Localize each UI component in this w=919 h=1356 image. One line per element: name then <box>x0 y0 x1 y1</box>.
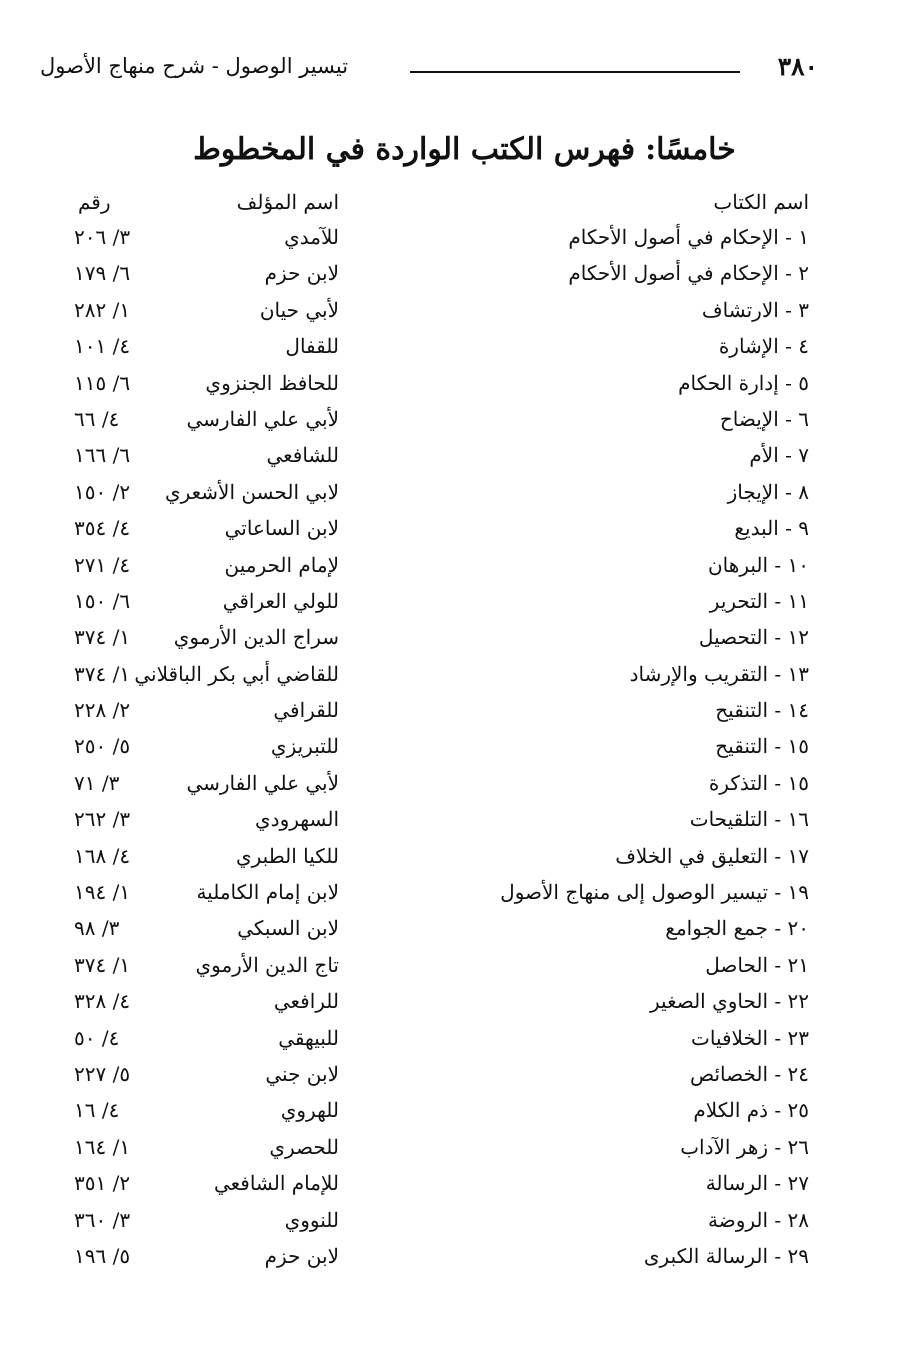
book-name: ٦ - الإيضاح <box>719 406 809 431</box>
table-row <box>0 1062 919 1098</box>
volume-page-ref: ٤/ ٥٠ <box>74 1025 120 1050</box>
table-row <box>0 1244 919 1280</box>
table-row <box>0 261 919 297</box>
book-name: ٢٤ - الخصائص <box>689 1061 809 1086</box>
table-row <box>0 989 919 1025</box>
table-row <box>0 880 919 916</box>
author-name: لابن إمام الكاملية <box>196 880 339 905</box>
author-name: للولي العراقي <box>222 588 339 613</box>
author-name: للرافعي <box>273 989 339 1014</box>
author-name: لابن حزم <box>264 1243 339 1268</box>
volume-page-ref: ١/ ٣٧٤ <box>74 661 131 686</box>
table-row <box>0 480 919 516</box>
book-name: ١١ - التحرير <box>709 588 809 613</box>
volume-page-ref: ١/ ١٦٤ <box>74 1134 131 1159</box>
book-name: ١٦ - التلقيحات <box>689 807 809 832</box>
book-name: ١٧ - التعليق في الخلاف <box>615 843 809 868</box>
author-name: سراج الدين الأرموي <box>173 625 339 650</box>
author-name: للبيهقي <box>278 1025 339 1050</box>
table-row <box>0 1135 919 1171</box>
author-name: لأبي علي الفارسي <box>186 770 339 795</box>
author-name: للإمام الشافعي <box>213 1171 339 1196</box>
book-name: ٩ - البديع <box>734 516 809 541</box>
author-name: السهرودي <box>255 807 339 832</box>
book-name: ٣ - الارتشاف <box>701 297 809 322</box>
author-name: لابن حزم <box>264 261 339 286</box>
author-name: للآمدي <box>284 225 339 249</box>
section-heading <box>0 132 919 167</box>
volume-page-ref: ٦/ ١١٥ <box>74 370 131 395</box>
page-number: ٣٨٠ <box>777 52 818 81</box>
volume-page-ref: ١/ ١٩٤ <box>74 880 131 905</box>
table-row <box>0 334 919 370</box>
table-row <box>0 807 919 843</box>
book-name: ٢٩ - الرسالة الكبرى <box>643 1243 809 1268</box>
table-row <box>0 1026 919 1062</box>
volume-page-ref: ٣/ ٧١ <box>74 770 120 795</box>
volume-page-ref: ٦/ ١٦٦ <box>74 443 131 468</box>
table-row <box>0 953 919 989</box>
book-name: ٢٨ - الروضة <box>707 1207 809 1232</box>
author-name: للحصري <box>269 1134 339 1159</box>
table-row <box>0 225 919 261</box>
volume-page-ref: ٤/ ٢٧١ <box>74 552 131 577</box>
book-name: ٤ - الإشارة <box>718 334 809 359</box>
table-row <box>0 844 919 880</box>
book-name: ١٩ - تيسير الوصول إلى منهاج الأصول <box>500 880 809 905</box>
book-name: ١ - الإحكام في أصول الأحكام <box>568 225 809 249</box>
author-name: لإمام الحرمين <box>224 552 339 577</box>
running-header <box>40 52 818 92</box>
book-name: ٢٥ - ذم الكلام <box>693 1098 809 1123</box>
volume-page-ref: ٣/ ٢٦٢ <box>74 807 131 832</box>
table-row <box>0 371 919 407</box>
volume-page-ref: ٣/ ٩٨ <box>74 916 120 941</box>
book-name: ٢ - الإحكام في أصول الأحكام <box>568 261 809 286</box>
author-name: تاج الدين الأرموي <box>195 952 339 977</box>
volume-page-ref: ٤/ ١٠١ <box>74 334 131 359</box>
author-name: للقفال <box>285 334 339 359</box>
volume-page-ref: ٢/ ١٥٠ <box>74 479 131 504</box>
author-name: للهروي <box>280 1098 339 1123</box>
volume-page-ref: ٦/ ١٥٠ <box>74 588 131 613</box>
table-row <box>0 516 919 552</box>
author-name: لابي الحسن الأشعري <box>164 479 339 504</box>
header-rule <box>410 71 740 73</box>
author-name: للشافعي <box>266 443 339 468</box>
book-name: ٢٣ - الخلافيات <box>691 1025 809 1050</box>
table-row <box>0 734 919 770</box>
author-name: لابن الساعاتي <box>224 516 339 541</box>
book-name: ١٢ - التحصيل <box>698 625 809 650</box>
volume-page-ref: ٥/ ١٩٦ <box>74 1243 131 1268</box>
volume-page-ref: ٤/ ٣٥٤ <box>74 516 131 541</box>
table-row <box>0 553 919 589</box>
author-name: للنووي <box>284 1207 339 1232</box>
volume-page-ref: ٣/ ٣٦٠ <box>74 1207 131 1232</box>
volume-page-ref: ٣/ ٢٠٦ <box>74 225 131 249</box>
table-row <box>0 1098 919 1134</box>
table-row <box>0 698 919 734</box>
author-name: لابن السبكي <box>237 916 339 941</box>
table-row <box>0 625 919 661</box>
book-name: ١٤ - التنقيح <box>715 698 809 723</box>
book-name: ١٣ - التقريب والإرشاد <box>629 661 809 686</box>
table-row <box>0 443 919 479</box>
running-book-title: تيسير الوصول - شرح منهاج الأصول <box>40 54 349 78</box>
author-name: لأبي علي الفارسي <box>186 406 339 431</box>
book-name: ٢٧ - الرسالة <box>705 1171 809 1196</box>
volume-page-ref: ٢/ ٣٥١ <box>74 1171 131 1196</box>
volume-page-ref: ٢/ ٢٢٨ <box>74 698 131 723</box>
column-header-book: اسم الكتاب <box>713 190 809 214</box>
book-name: ١٥ - التنقيح <box>715 734 809 759</box>
author-name: للقاضي أبي بكر الباقلاني <box>134 661 339 686</box>
author-name: لأبي حيان <box>259 297 339 322</box>
volume-page-ref: ٥/ ٢٢٧ <box>74 1061 131 1086</box>
table-row <box>0 1208 919 1244</box>
volume-page-ref: ٥/ ٢٥٠ <box>74 734 131 759</box>
table-row <box>0 407 919 443</box>
volume-page-ref: ١/ ٣٧٤ <box>74 952 131 977</box>
volume-page-ref: ٤/ ١٦٨ <box>74 843 131 868</box>
table-row <box>0 589 919 625</box>
table-row <box>0 916 919 952</box>
author-name: لابن جني <box>265 1061 339 1086</box>
book-name: ٢١ - الحاصل <box>705 952 809 977</box>
author-name: للكيا الطبري <box>235 843 339 868</box>
column-header-author: اسم المؤلف <box>236 190 339 214</box>
author-name: للحافظ الجنزوي <box>205 370 339 395</box>
author-name: للتبريزي <box>270 734 339 759</box>
table-row <box>0 1171 919 1207</box>
volume-page-ref: ٤/ ١٦ <box>74 1098 120 1123</box>
volume-page-ref: ١/ ٣٧٤ <box>74 625 131 650</box>
table-row <box>0 771 919 807</box>
book-name: ٥ - إدارة الحكام <box>678 370 809 395</box>
book-name: ٨ - الإيجاز <box>727 479 809 504</box>
book-name: ٢٠ - جمع الجوامع <box>665 916 809 941</box>
volume-page-ref: ٤/ ٦٦ <box>74 406 120 431</box>
index-table <box>0 225 919 1280</box>
table-row <box>0 662 919 698</box>
book-name: ٢٢ - الحاوي الصغير <box>650 989 809 1014</box>
section-title: فهرس الكتب الواردة في المخطوط <box>193 132 636 167</box>
book-name: ٢٦ - زهر الآداب <box>680 1134 809 1159</box>
author-name: للقرافي <box>273 698 339 723</box>
section-label: خامسًا: <box>645 132 736 167</box>
volume-page-ref: ١/ ٢٨٢ <box>74 297 131 322</box>
volume-page-ref: ٤/ ٣٢٨ <box>74 989 131 1014</box>
table-row <box>0 298 919 334</box>
column-header-ref: رقم <box>78 190 111 214</box>
book-name: ١٠ - البرهان <box>707 552 809 577</box>
book-name: ١٥ - التذكرة <box>708 770 809 795</box>
book-name: ٧ - الأم <box>749 443 809 468</box>
volume-page-ref: ٦/ ١٧٩ <box>74 261 131 286</box>
